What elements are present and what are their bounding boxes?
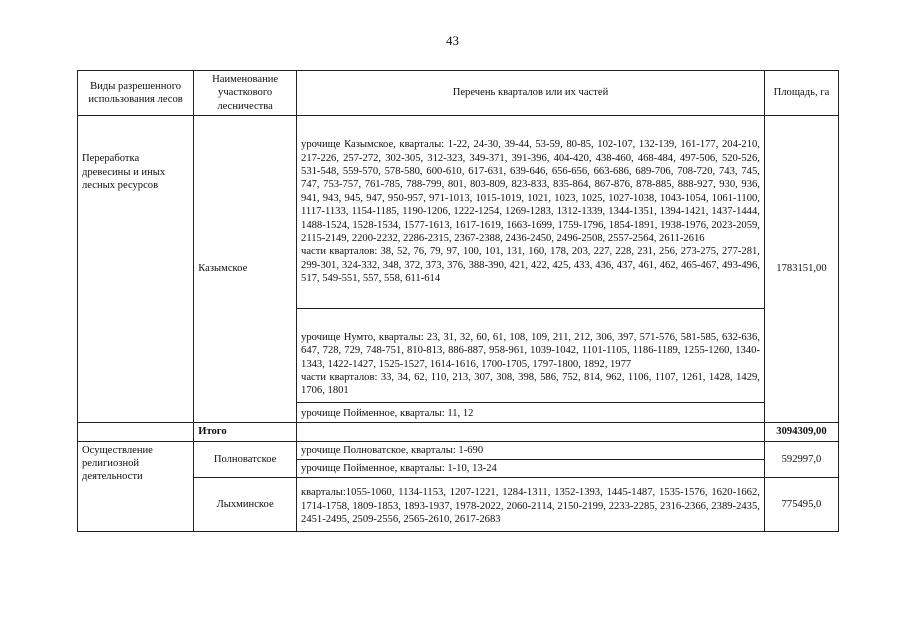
forest-use-table: [77, 70, 839, 532]
empty-cell: [78, 423, 194, 441]
total-label: Итого: [194, 423, 297, 441]
blocks-parts-text: части кварталов: 33, 34, 62, 110, 213, 307, 308, 398, 586, 752, 814, 962, 1106, 1107, 1261, 1428, 1429, 1706, 1801: [301, 371, 760, 397]
area-cell: 775495,0: [764, 478, 838, 531]
header-forestry: Наименование участкового лесничества: [194, 71, 297, 116]
table-row: [78, 116, 839, 308]
use-type-cell: Переработка древесины и иных лесных ресурсов: [78, 116, 194, 423]
header-use-type: Виды разрешенного использования лесов: [78, 71, 194, 116]
forestry-cell: Полноватское: [194, 441, 297, 478]
header-area: Площадь, га: [764, 71, 838, 116]
page-number: 43: [446, 33, 459, 48]
area-cell: 1783151,00: [764, 116, 838, 423]
forestry-cell: Лыхминское: [194, 478, 297, 531]
blocks-cell: кварталы:1055-1060, 1134-1153, 1207-1221, 1284-1311, 1352-1393, 1445-1487, 1535-1576, 1620-1662, 1714-1758, 1809-1853, 1893-1937, 1978-2022, 2060-2114, 2150-2199, 2233-2285, 2316-2366, 2389-2435, 2451-2495, 2509-2556, 2565-2610, 2617-2683: [297, 478, 765, 531]
total-row: [78, 423, 839, 441]
blocks-text: урочище Нумто, кварталы: 23, 31, 32, 60, 61, 108, 109, 211, 212, 306, 397, 571-576, 581-585, 632-636, 647, 728, 729, 748-751, 810-813, 886-887, 958-961, 1039-1042, 1101-1105, 1186-1189, 1255-1260, 1340-1343, 1422-1427, 1525-1527, 1614-1616, 1700-1705, 1797-1800, 1892, 1977: [301, 331, 760, 370]
total-value: 3094309,00: [764, 423, 838, 441]
use-type-cell: Осуществление религиозной деятельности: [78, 441, 194, 531]
table-header-row: [78, 71, 839, 116]
empty-cell: [297, 423, 765, 441]
blocks-cell: урочище Пойменное, кварталы: 1-10, 13-24: [297, 459, 765, 477]
blocks-text: урочище Казымское, кварталы: 1-22, 24-30, 39-44, 53-59, 80-85, 102-107, 132-139, 161-177, 204-210, 217-226, 257-272, 302-305, 312-323, 349-371, 391-396, 404-420, 438-460, 468-484, 497-506, 520-526, 531-548, 559-570, 578-580, 600-610, 617-631, 639-646, 656-656, 663-686, 689-706, 708-720, 743, 745, 747, 753-757, 761-785, 788-799, 801, 803-809, 823-833, 835-864, 867-876, 878-885, 888-927, 930, 936, 941, 943, 945, 947, 950-957, 971-1013, 1015-1019, 1021, 1023, 1025, 1027-1038, 1043-1054, 1061-1100, 1117-1133, 1154-1185, 1190-1206, 1222-1254, 1269-1283, 1312-1339, 1344-1351, 1394-1421, 1437-1444, 1488-1524, 1528-1534, 1577-1613, 1617-1619, 1663-1699, 1759-1796, 1854-1891, 1938-1976, 2023-2059, 2115-2149, 2200-2232, 2286-2315, 2367-2388, 2436-2450, 2496-2508, 2557-2564, 2611-2616: [301, 139, 760, 245]
blocks-cell: [297, 116, 765, 308]
blocks-cell: урочище Пойменное, кварталы: 11, 12: [297, 402, 765, 422]
forestry-cell: Казымское: [194, 116, 297, 423]
table-row: [78, 441, 839, 459]
blocks-cell: [297, 308, 765, 402]
blocks-parts-text: части кварталов: 38, 52, 76, 79, 97, 100, 101, 131, 160, 178, 203, 227, 228, 231, 256, 273-275, 277-281, 299-301, 324-332, 348, 372, 373, 376, 388-390, 421, 422, 425, 433, 436, 437, 461, 462, 465-467, 493-496, 517, 549-551, 557, 558, 611-614: [301, 246, 760, 285]
area-cell: 592997,0: [764, 441, 838, 478]
blocks-cell: урочище Полноватское, кварталы: 1-690: [297, 441, 765, 459]
header-blocks: Перечень кварталов или их частей: [297, 71, 765, 116]
